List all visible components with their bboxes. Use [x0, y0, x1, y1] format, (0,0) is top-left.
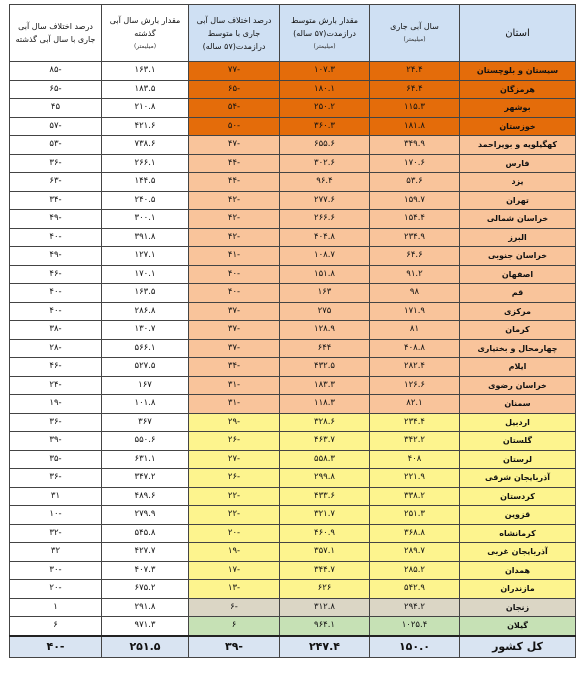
- diff-last-year-cell: -۶۵: [10, 80, 102, 99]
- rainfall-table: [9, 4, 576, 658]
- province-cell: تهران: [460, 191, 576, 210]
- total-label: کل کشور: [460, 636, 576, 658]
- diff-average-cell: -۴۷: [189, 136, 280, 155]
- diff-average-cell: -۲۲: [189, 506, 280, 525]
- diff-average-cell: -۴۰: [189, 284, 280, 303]
- province-cell: کردستان: [460, 487, 576, 506]
- long-term-average-cell: ۲۶۶.۶: [280, 210, 370, 229]
- current-year-cell: ۲۲۱.۹: [370, 469, 460, 488]
- long-term-average-cell: ۱۲۸.۹: [280, 321, 370, 340]
- last-year-cell: ۱۸۳.۵: [102, 80, 189, 99]
- last-year-cell: ۴۸۹.۶: [102, 487, 189, 506]
- diff-last-year-cell: -۴۶: [10, 358, 102, 377]
- diff-last-year-cell: -۴۰: [10, 302, 102, 321]
- table-row: [10, 469, 576, 488]
- current-year-cell: ۲۴.۴: [370, 62, 460, 81]
- current-year-cell: ۴۰۸.۸: [370, 339, 460, 358]
- last-year-cell: ۴۲۱.۶: [102, 117, 189, 136]
- table-row: [10, 598, 576, 617]
- province-cell: کهگیلویه و بویراحمد: [460, 136, 576, 155]
- province-cell: گلستان: [460, 432, 576, 451]
- province-cell: فارس: [460, 154, 576, 173]
- diff-last-year-cell: -۳۶: [10, 154, 102, 173]
- table-row: [10, 117, 576, 136]
- table-row: [10, 228, 576, 247]
- last-year-cell: ۱۳۰.۷: [102, 321, 189, 340]
- last-year-cell: ۶۷۵.۲: [102, 580, 189, 599]
- last-year-cell: ۵۴۵.۸: [102, 524, 189, 543]
- current-year-cell: ۱۸۱.۸: [370, 117, 460, 136]
- current-year-cell: ۱۵۴.۴: [370, 210, 460, 229]
- last-year-cell: ۴۲۷.۷: [102, 543, 189, 562]
- last-year-cell: ۱۶۳.۵: [102, 284, 189, 303]
- long-term-average-cell: ۱۶۳: [280, 284, 370, 303]
- diff-average-cell: -۵۴: [189, 99, 280, 118]
- long-term-average-cell: ۱۱۸.۳: [280, 395, 370, 414]
- total-last-year: ۲۵۱.۵: [102, 636, 189, 658]
- table-row: [10, 80, 576, 99]
- last-year-cell: ۳۶۷: [102, 413, 189, 432]
- table-row: [10, 524, 576, 543]
- province-cell: مازندران: [460, 580, 576, 599]
- last-year-cell: ۲۸۶.۸: [102, 302, 189, 321]
- province-cell: قزوین: [460, 506, 576, 525]
- header-diff-average: درصد اختلاف سال آبی جاری با متوسط درازمدت(۵۷ ساله): [189, 5, 280, 62]
- long-term-average-cell: ۱۵۱.۸: [280, 265, 370, 284]
- diff-average-cell: -۲۲: [189, 487, 280, 506]
- diff-average-cell: ۶: [189, 617, 280, 636]
- last-year-cell: ۲۹۱.۸: [102, 598, 189, 617]
- long-term-average-cell: ۴۳۳.۶: [280, 487, 370, 506]
- last-year-cell: ۱۶۳.۱: [102, 62, 189, 81]
- table-row: [10, 543, 576, 562]
- province-cell: زنجان: [460, 598, 576, 617]
- diff-last-year-cell: -۳۶: [10, 413, 102, 432]
- last-year-cell: ۱۰۱.۸: [102, 395, 189, 414]
- current-year-cell: ۲۸۹.۷: [370, 543, 460, 562]
- current-year-cell: ۸۱: [370, 321, 460, 340]
- diff-last-year-cell: -۴۹: [10, 247, 102, 266]
- diff-average-cell: -۴۲: [189, 228, 280, 247]
- diff-average-cell: -۴۴: [189, 173, 280, 192]
- province-cell: کرمان: [460, 321, 576, 340]
- current-year-cell: ۸۲.۱: [370, 395, 460, 414]
- province-cell: اردبیل: [460, 413, 576, 432]
- header-last-year: مقدار بارش سال آبی گذشته (میلیمتر): [102, 5, 189, 62]
- table-row: [10, 432, 576, 451]
- diff-average-cell: -۳۱: [189, 376, 280, 395]
- long-term-average-cell: ۵۵۸.۳: [280, 450, 370, 469]
- province-cell: قم: [460, 284, 576, 303]
- current-year-cell: ۳۴۲.۲: [370, 432, 460, 451]
- diff-average-cell: -۳۷: [189, 339, 280, 358]
- diff-average-cell: -۲۶: [189, 469, 280, 488]
- long-term-average-cell: ۳۱۲.۸: [280, 598, 370, 617]
- table-row: [10, 580, 576, 599]
- diff-last-year-cell: -۴۰: [10, 228, 102, 247]
- header-long-term-average: مقدار بارش متوسط درازمدت(۵۷ ساله) (میلیمتر): [280, 5, 370, 62]
- diff-average-cell: -۲۹: [189, 413, 280, 432]
- diff-last-year-cell: ۴۵: [10, 99, 102, 118]
- diff-last-year-cell: -۳۲: [10, 524, 102, 543]
- diff-last-year-cell: ۳۱: [10, 487, 102, 506]
- table-row: [10, 99, 576, 118]
- table-row: [10, 210, 576, 229]
- province-cell: آذربایجان غربی: [460, 543, 576, 562]
- table-row: [10, 191, 576, 210]
- last-year-cell: ۵۵۰.۶: [102, 432, 189, 451]
- diff-last-year-cell: ۳۲: [10, 543, 102, 562]
- total-row: [10, 636, 576, 658]
- long-term-average-cell: ۳۶۰.۳: [280, 117, 370, 136]
- long-term-average-cell: ۱۸۰.۱: [280, 80, 370, 99]
- long-term-average-cell: ۹۶.۴: [280, 173, 370, 192]
- diff-average-cell: -۲۰: [189, 524, 280, 543]
- diff-last-year-cell: -۱۹: [10, 395, 102, 414]
- diff-average-cell: -۳۴: [189, 358, 280, 377]
- province-cell: چهارمحال و بختیاری: [460, 339, 576, 358]
- long-term-average-cell: ۴۶۳.۷: [280, 432, 370, 451]
- table-row: [10, 173, 576, 192]
- diff-last-year-cell: -۳۹: [10, 432, 102, 451]
- table-row: [10, 302, 576, 321]
- long-term-average-cell: ۶۲۶: [280, 580, 370, 599]
- current-year-cell: ۱۲۶.۶: [370, 376, 460, 395]
- last-year-cell: ۶۳۱.۱: [102, 450, 189, 469]
- diff-average-cell: -۳۷: [189, 321, 280, 340]
- table-row: [10, 376, 576, 395]
- last-year-cell: ۵۶۶.۱: [102, 339, 189, 358]
- current-year-cell: ۱۰۲۵.۴: [370, 617, 460, 636]
- table-row: [10, 395, 576, 414]
- province-cell: یزد: [460, 173, 576, 192]
- long-term-average-cell: ۱۰۷.۳: [280, 62, 370, 81]
- long-term-average-cell: ۴۰۴.۸: [280, 228, 370, 247]
- diff-last-year-cell: -۳۰: [10, 561, 102, 580]
- table-row: [10, 506, 576, 525]
- header-row: [10, 5, 576, 62]
- current-year-cell: ۶۴.۶: [370, 247, 460, 266]
- total-current: ۱۵۰.۰: [370, 636, 460, 658]
- diff-average-cell: -۱۹: [189, 543, 280, 562]
- table-row: [10, 265, 576, 284]
- current-year-cell: ۹۱.۲: [370, 265, 460, 284]
- long-term-average-cell: ۳۰۲.۶: [280, 154, 370, 173]
- diff-last-year-cell: -۲۴: [10, 376, 102, 395]
- diff-last-year-cell: -۸۵: [10, 62, 102, 81]
- province-cell: همدان: [460, 561, 576, 580]
- current-year-cell: ۱۷۰.۶: [370, 154, 460, 173]
- diff-last-year-cell: -۴۶: [10, 265, 102, 284]
- long-term-average-cell: ۹۶۴.۱: [280, 617, 370, 636]
- table-row: [10, 154, 576, 173]
- table-row: [10, 450, 576, 469]
- current-year-cell: ۶۴.۴: [370, 80, 460, 99]
- current-year-cell: ۲۸۲.۴: [370, 358, 460, 377]
- last-year-cell: ۲۷۹.۹: [102, 506, 189, 525]
- diff-average-cell: -۳۷: [189, 302, 280, 321]
- long-term-average-cell: ۳۴۴.۷: [280, 561, 370, 580]
- diff-last-year-cell: -۴۰: [10, 284, 102, 303]
- long-term-average-cell: ۳۵۷.۱: [280, 543, 370, 562]
- table-row: [10, 284, 576, 303]
- table-row: [10, 561, 576, 580]
- current-year-cell: ۳۳۸.۲: [370, 487, 460, 506]
- table-body: [10, 62, 576, 636]
- province-cell: کرمانشاه: [460, 524, 576, 543]
- diff-last-year-cell: -۳۸: [10, 321, 102, 340]
- current-year-cell: ۳۶۸.۸: [370, 524, 460, 543]
- long-term-average-cell: ۲۷۵: [280, 302, 370, 321]
- diff-last-year-cell: -۳۴: [10, 191, 102, 210]
- current-year-cell: ۲۸۵.۲: [370, 561, 460, 580]
- diff-last-year-cell: -۳۵: [10, 450, 102, 469]
- diff-last-year-cell: -۲۰: [10, 580, 102, 599]
- diff-last-year-cell: -۵۳: [10, 136, 102, 155]
- long-term-average-cell: ۶۵۵.۶: [280, 136, 370, 155]
- long-term-average-cell: ۲۵۰.۲: [280, 99, 370, 118]
- last-year-cell: ۲۴۰.۵: [102, 191, 189, 210]
- province-cell: گیلان: [460, 617, 576, 636]
- table-row: [10, 358, 576, 377]
- table-row: [10, 247, 576, 266]
- header-current-year: سال آبی جاری (میلیمتر): [370, 5, 460, 62]
- province-cell: آذربایجان شرقی: [460, 469, 576, 488]
- last-year-cell: ۳۴۷.۲: [102, 469, 189, 488]
- diff-average-cell: -۶۵: [189, 80, 280, 99]
- total-diff-average: -۳۹: [189, 636, 280, 658]
- province-cell: البرز: [460, 228, 576, 247]
- province-cell: سمنان: [460, 395, 576, 414]
- diff-last-year-cell: -۴۹: [10, 210, 102, 229]
- diff-average-cell: -۴۴: [189, 154, 280, 173]
- last-year-cell: ۵۲۷.۵: [102, 358, 189, 377]
- current-year-cell: ۵۴۲.۹: [370, 580, 460, 599]
- header-diff-last-year: درصد اختلاف سال آبی جاری با سال آبی گذشته: [10, 5, 102, 62]
- total-diff-last-year: -۴۰: [10, 636, 102, 658]
- total-average: ۲۴۷.۴: [280, 636, 370, 658]
- table-row: [10, 487, 576, 506]
- province-cell: خراسان جنوبی: [460, 247, 576, 266]
- diff-average-cell: -۴۲: [189, 210, 280, 229]
- diff-last-year-cell: ۱: [10, 598, 102, 617]
- diff-average-cell: -۷۷: [189, 62, 280, 81]
- current-year-cell: ۵۳.۶: [370, 173, 460, 192]
- current-year-cell: ۹۸: [370, 284, 460, 303]
- current-year-cell: ۲۳۴.۹: [370, 228, 460, 247]
- diff-average-cell: -۴۲: [189, 191, 280, 210]
- long-term-average-cell: ۳۲۱.۷: [280, 506, 370, 525]
- long-term-average-cell: ۱۰۸.۷: [280, 247, 370, 266]
- last-year-cell: ۱۲۷.۱: [102, 247, 189, 266]
- diff-average-cell: -۱۷: [189, 561, 280, 580]
- last-year-cell: ۴۰۷.۳: [102, 561, 189, 580]
- long-term-average-cell: ۲۷۷.۶: [280, 191, 370, 210]
- last-year-cell: ۹۷۱.۳: [102, 617, 189, 636]
- province-cell: خراسان رضوی: [460, 376, 576, 395]
- table-row: [10, 339, 576, 358]
- diff-average-cell: -۲۶: [189, 432, 280, 451]
- diff-average-cell: -۲۷: [189, 450, 280, 469]
- last-year-cell: ۷۳۸.۶: [102, 136, 189, 155]
- table-row: [10, 136, 576, 155]
- long-term-average-cell: ۳۲۸.۶: [280, 413, 370, 432]
- table-row: [10, 62, 576, 81]
- diff-average-cell: -۶: [189, 598, 280, 617]
- province-cell: خوزستان: [460, 117, 576, 136]
- diff-average-cell: -۵۰: [189, 117, 280, 136]
- province-cell: ایلام: [460, 358, 576, 377]
- long-term-average-cell: ۱۸۳.۳: [280, 376, 370, 395]
- table-row: [10, 321, 576, 340]
- rainfall-table-container: [9, 4, 575, 658]
- last-year-cell: ۲۶۶.۱: [102, 154, 189, 173]
- table-row: [10, 617, 576, 636]
- diff-average-cell: -۳۱: [189, 395, 280, 414]
- diff-average-cell: -۱۳: [189, 580, 280, 599]
- current-year-cell: ۲۳۴.۴: [370, 413, 460, 432]
- current-year-cell: ۱۱۵.۳: [370, 99, 460, 118]
- current-year-cell: ۱۵۹.۷: [370, 191, 460, 210]
- current-year-cell: ۲۵۱.۳: [370, 506, 460, 525]
- header-province: استان: [460, 5, 576, 62]
- current-year-cell: ۳۴۹.۹: [370, 136, 460, 155]
- long-term-average-cell: ۲۹۹.۸: [280, 469, 370, 488]
- province-cell: سیستان و بلوچستان: [460, 62, 576, 81]
- current-year-cell: ۱۷۱.۹: [370, 302, 460, 321]
- long-term-average-cell: ۴۳۲.۵: [280, 358, 370, 377]
- diff-average-cell: -۴۰: [189, 265, 280, 284]
- diff-last-year-cell: -۳۶: [10, 469, 102, 488]
- last-year-cell: ۳۰۰.۱: [102, 210, 189, 229]
- province-cell: خراسان شمالی: [460, 210, 576, 229]
- diff-last-year-cell: -۱۰: [10, 506, 102, 525]
- current-year-cell: ۲۹۴.۲: [370, 598, 460, 617]
- long-term-average-cell: ۴۶۰.۹: [280, 524, 370, 543]
- table-row: [10, 413, 576, 432]
- province-cell: هرمزگان: [460, 80, 576, 99]
- province-cell: مرکزی: [460, 302, 576, 321]
- current-year-cell: ۴۰۸: [370, 450, 460, 469]
- last-year-cell: ۲۱۰.۸: [102, 99, 189, 118]
- last-year-cell: ۱۷۰.۱: [102, 265, 189, 284]
- long-term-average-cell: ۶۴۴: [280, 339, 370, 358]
- diff-average-cell: -۴۱: [189, 247, 280, 266]
- diff-last-year-cell: -۵۷: [10, 117, 102, 136]
- province-cell: لرستان: [460, 450, 576, 469]
- province-cell: اصفهان: [460, 265, 576, 284]
- province-cell: بوشهر: [460, 99, 576, 118]
- last-year-cell: ۱۶۷: [102, 376, 189, 395]
- last-year-cell: ۳۹۱.۸: [102, 228, 189, 247]
- diff-last-year-cell: ۶: [10, 617, 102, 636]
- diff-last-year-cell: -۶۳: [10, 173, 102, 192]
- diff-last-year-cell: -۲۸: [10, 339, 102, 358]
- last-year-cell: ۱۴۴.۵: [102, 173, 189, 192]
